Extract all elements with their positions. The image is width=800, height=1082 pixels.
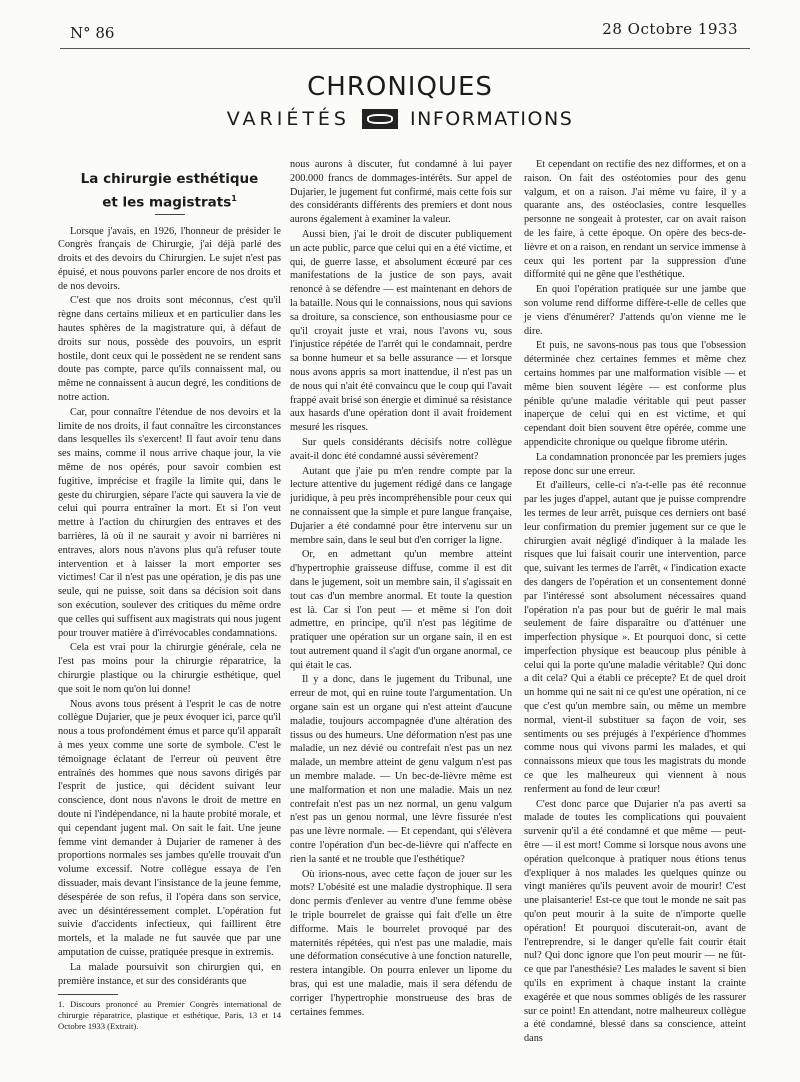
article-title-line2: et les magistrats [102,194,232,211]
paragraph: Et puis, ne savons-nous pas tous que l'obsession déterminée chez certaines femmes et même chez certains hommes par une malformation visible — et même bien souvent légère — est conforme plus pénible qu'une maladie véritable qui peut passer inaperçue de celui qui en est victime, et qui cependant doit bien souvent être opérée, comme une appendicite chronique ou quelque fibrome utérin. [524,340,746,448]
column-2 [290,158,512,1020]
paragraph: Où irions-nous, avec cette façon de jouer sur les mots? L'obésité est une maladie dystrophique. Il sera donc permis d'enlever au ventre d'une femme obèse le triple bourrelet de graisse qui fait d'elle un être difforme. Mais le bourrelet provoqué par des maternités répétées, qui n'est pas une maladie, mais une déformation consécutive à une fonction naturelle, restera intangible. On pourra enlever un lipome du bras, qui est une maladie, mais il sera défendu de corriger l'hypertrophie monstrueuse des bras de certaines femmes. [290,868,512,1018]
masthead [0,72,800,130]
paragraph: Car, pour connaître l'étendue de nos devoirs et la limite de nos droits, il faut connaître les circonstances dans lesquelles ils s'exercent! Il faut avoir tenu dans ses mains, comme il nous arrive chaque jour, la vie même de nos opérés, pour savoir combien est fugitive, imprécise et fragile la limite qui, dans le geste du chirurgien, sépare l'acte qui sauvera la vie de celui qui pourra entraîner la mort. Et si l'on veut mettre à l'action du chirurgien des entraves et des barrières, là où il ne saurait y avoir ni barrières ni entraves, alors nous n'avons plus qu'à refuser toute intervention et à laisser la mort emporter ses victimes! Car il n'est pas une opération, je dis pas une seule, qui ne puisse, soit dans sa décision soit dans son exécution, soulever des critiques du même ordre que celles qui suffisent aux magistrats qui nous jugent pour trouver matière à d'irrévocables condamnations. [58,406,281,639]
article-title [58,170,281,213]
masthead-informations: INFORMATIONS [410,108,574,130]
paragraph: Et cependant on rectifie des nez difformes, et on a raison. On fait des ostéotomies pour des genu valgum, et on a raison. J'ai même vu faire, il y a quarante ans, des ostéoclasies, contre lesquelles personne ne songeait à protester, car on avait raison de les faire, à cette époque. On opère des becs-de-lièvre et on a raison, en rendant un service immense à ceux qui les portent par la suppression d'une difformité qui ne gêne que l'esthétique. [524,159,746,281]
issue-number: N° 86 [70,24,115,42]
header-rule [60,48,750,49]
masthead-title: CHRONIQUES [307,72,493,102]
paragraph: Or, en admettant qu'un membre atteint d'hypertrophie graisseuse diffuse, comme il est dit dans le jugement, soit un membre sain, il s'agissait en tout cas d'un membre anormal. Et toute la question est là. Car si l'on peut — et même si l'on doit admettre, en principe, qu'il n'est pas légitime de pratiquer une opération sur un organe sain, il en est tout autrement quand il s'agit d'un organe anormal, ce qui était le cas. [290,549,512,671]
paragraph: Autant que j'aie pu m'en rendre compte par la lecture attentive du jugement rédigé dans ce langage juridique, à peu près incompréhensible pour ceux qui ne connaissent que la simple et pure langue française, Dujarier a été condamné pour être intervenu sur un membre sain, dans le seul but d'en corriger la ligne. [290,465,512,546]
column-3 [524,158,746,1047]
paragraph: Lorsque j'avais, en 1926, l'honneur de présider le Congrès français de Chirurgie, j'ai déjà parlé des droits et des devoirs du Chirurgien. Le sujet n'est pas épuisé, et nous pouvons parler encore de nos droits et de nos devoirs. [58,225,281,292]
masthead-varietes: VARIÉTÉS [226,108,350,130]
article-title-line1: La chirurgie esthétique [80,171,259,187]
paragraph: Il y a donc, dans le jugement du Tribunal, une erreur de mot, qui en ruine toute l'argumentation. Un organe sain est un organe qui n'est atteint d'aucune maladie, toujours accompagnée d'une altération des tissus ou des humeurs. Une déformation n'est pas une maladie, un nez dévié ou contrefait n'est pas un nez malade, un membre atteint de genu valgum n'est pas un membre malade. — Un bec-de-lièvre même est une malformation et non une maladie. Mais un nez contrefait n'est pas un nez normal, un genu valgum n'est pas un genou normal, une lèvre fissurée n'est pas une lèvre normale. — Et cependant, qui s'élèvera contre l'opération d'un bec-de-lièvre qui n'affecte en rien la santé et ne trouble que l'esthétique? [290,674,512,865]
ornament-icon [362,109,398,129]
paragraph: Sur quels considérants décisifs notre collègue avait-il donc été condamné aussi sévèrement? [290,436,512,462]
paragraph: Aussi bien, j'ai le droit de discuter publiquement un acte public, parce que celui qui en a été victime, et qui, de guerre lasse, et absolument écœuré par ces manifestations de la justice de son pays, avait renoncé à se défendre — est maintenant en dehors de la bataille. Nous qui le connaissions, nous qui savions sa droiture, sa conscience, son enthousiasme pour ce qu'il croyait juste et vrai, nous l'avons vu, sous l'injustice répétée de l'arrêt qui le condamnait, perdre sa bonne humeur et sa belle assurance — et lorsque nous avons appris sa mort inattendue, il n'est pas un de nous qui n'ait été convaincu que le coup qui l'avait frappé avait brisé son énergie et diminué sa résistance aux hasards d'une opération dont il avait froidement mesuré les risques. [290,228,512,434]
paragraph: Nous avons tous présent à l'esprit le cas de notre collègue Dujarier, que je peux évoquer ici, parce qu'il nous a tous profondément émus et parce qu'il apparaît à mes yeux comme une sorte de symbole. C'est le témoignage éclatant de l'erreur où peuvent être entraînés des hommes que nous savons dirigés par l'esprit de justice, qui décident suivant leur conscience, dont nous n'avons le droit de mettre en doute ni l'indépendance, ni la haute probité morale, et qui cependant jugent mal. On sait le fait. Une jeune femme vint demander à Dujarier de ramener à des proportions normales ses jambes qu'elle trouvait d'un volume excessif. Notre collègue essaya de l'en dissuader, mais devant l'insistance de la jeune femme, désespérée de son refus, il l'opéra dans son service, avec un désintéressement complet. L'opération fut suivie d'accidents infectieux, qui faillirent être mortels, et la malade ne fut sauvée que par une amputation de cuisse, pratiquée presque in extremis. [58,698,281,958]
paragraph: C'est donc parce que Dujarier n'a pas averti sa malade de toutes les complications qui pouvaient survenir qu'il a été condamné et que même — peut-être — il est mort! Comme si lorsque nous avons une opération quelconque à pratiquer nous étions tenus d'expliquer à nos malades les quelques quinze ou vingt manières qu'ils peuvent avoir de mourir! C'est une plaisanterie! Est-ce que tout le monde ne sait pas qu'on peut mourir à la suite de n'importe quelle opération! Et pourquoi discuterait-on, avant de l'entreprendre, si le danger qu'elle fait courir était nul? Qui donc ignore que l'on peut mourir — ne fût-ce que par l'anesthésie? Les malades le savent si bien qu'ils en expriment à chaque instant la crainte exagérée et que nous sommes obligés de les rassurer sur ce point! En attendant, notre malheureux collègue a été condamné, blessé dans sa conscience, atteint dans [524,798,746,1045]
paragraph: La condamnation prononcée par les premiers juges repose donc sur une erreur. [524,451,746,477]
masthead-subtitle [0,108,800,130]
footnote [58,999,281,1032]
paragraph: Cela est vrai pour la chirurgie générale, cela ne l'est pas moins pour la chirurgie réparatrice, la chirurgie plastique ou la chirurgie esthétique, quel que soit le nom qu'on lui donne! [58,642,281,695]
paragraph: La malade poursuivit son chirurgien qui, en première instance, et sur des considérants que [58,961,281,987]
footnote-rule [58,994,118,995]
paragraph: nous aurons à discuter, fut condamné à lui payer 200.000 francs de dommages-intérêts. Sur appel de Dujarier, le jugement fut confirmé, mais cette fois sur des considérants différents des premiers et dont nous aurons également à examiner la valeur. [290,159,512,226]
paragraph: Et d'ailleurs, celle-ci n'a-t-elle pas été reconnue par les juges d'appel, autant que je puisse comprendre les termes de leur arrêt, puisque ces derniers ont basé leur confirmation du premier jugement sur ce que le chirurgien avait négligé d'indiquer à la malade les risques que lui faisait courir une intervention, parce que, suivant les termes de l'arrêt, « l'indication exacte des dangers de l'opération et un consentement donné par l'intéressé sont absolument nécessaires quand l'opération n'a pas pour but de guérir le mal mais seulement de faire disparaître ou d'atténuer une imperfection physique ». Et pourquoi donc, si cette imperfection physique est beaucoup plus pénible à celui qui la porte qu'une maladie véritable? Qui donc a dit cela? Qui a établi ce précepte? Et de quel droit un homme qui ne sait ni ce qu'est une opération, ni ce que c'est qu'un membre sain, ou même un membre normal, vient-il substituer sa façon de voir, ses sentiments ou ses préjugés à l'expérience d'hommes comme nous qui vivons parmi les malades, et qui connaissons mieux que tous les magistrats du monde ce que les malheureux qui viennent à nous renferment au fond de leur cœur! [524,480,746,795]
paragraph: C'est que nos droits sont méconnus, c'est qu'il règne dans certains milieux et en particulier dans les hautes sphères de la magistrature qui, à défaut de droits sur nous, possède des pouvoirs, un esprit hostile, dont ceux qui le possèdent ne se rendent sans doute pas compte, parce qu'ils connaissent mal, ou même ne connaissent à aucun degré, les conditions de notre action. [58,295,281,404]
issue-date: 28 Octobre 1933 [602,20,738,38]
column-1 [58,170,281,1032]
title-rule [155,214,185,215]
title-footnote-mark: 1 [231,194,237,203]
paragraph: En quoi l'opération pratiquée sur une jambe que son volume rend difforme diffère-t-elle de celles que je viens d'énumérer? J'attends qu'on vienne me le dire. [524,284,746,337]
footnote-text: 1. Discours prononcé au Premier Congrès international de chirurgie réparatrice, plastique et esthétique, Paris, 13 et 14 Octobre 1933 (Extrait). [58,999,281,1032]
